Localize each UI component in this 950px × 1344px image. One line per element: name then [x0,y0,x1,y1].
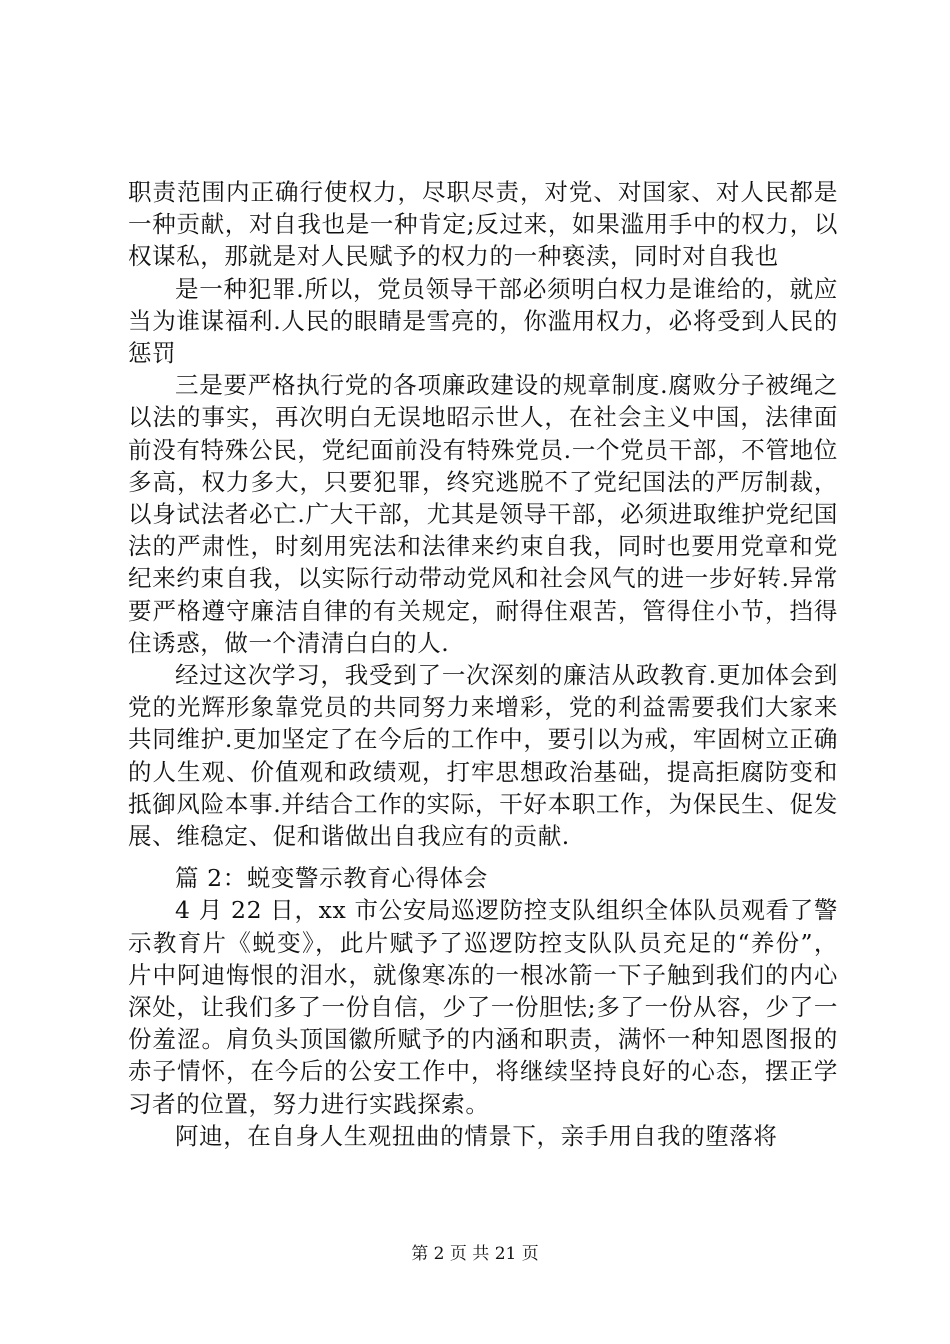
paragraph: 三是要严格执行党的各项廉政建设的规章制度.腐败分子被绳之以法的事实，再次明白无误地昭示世人，在社会主义中国，法律面前没有特殊公民，党纪面前没有特殊党员.一个党员干部，不管地位多高，权力多大，只要犯罪，终究逃脱不了党纪国法的严厉制裁，以身试法者必亡.广大干部，尤其是领导干部，必须进取维护党纪国法的严肃性，时刻用宪法和法律来约束自我，同时也要用党章和党纪来约束自我，以实际行动带动党风和社会风气的进一步好转.异常要严格遵守廉洁自律的有关规定，耐得住艰苦，管得住小节，挡得住诱惑，做一个清清白白的人. [128,371,839,657]
paragraph-continuation: 职责范围内正确行使权力，尽职尽责，对党、对国家、对人民都是一种贡献，对自我也是一种肯定;反过来，如果滥用手中的权力，以权谋私，那就是对人民赋予的权力的一种亵渎，同时对自我也 [128,178,838,271]
paragraph: 4 月 22 日，xx 市公安局巡逻防控支队组织全体队员观看了警示教育片《蜕变》，此片赋予了巡逻防控支队队员充足的“养份”，片中阿迪悔恨的泪水，就像寒冻的一根冰箭一下子触到我们的内心深处，让我们多了一份自信，少了一份胆怯;多了一份从容，少了一份羞涩。肩负头顶国徽所赋予的内涵和职责，满怀一种知恩图报的赤子情怀，在今后的公安工作中，将继续坚持良好的心态，摆正学习者的位置，努力进行实践探索。 [128,896,838,1118]
page-number-footer: 第 2 页 共 21 页 [411,1244,539,1264]
paragraph: 阿迪，在自身人生观扭曲的情景下，亲手用自我的堕落将 [175,1121,778,1150]
section-title: 篇 2：蜕变警示教育心得体会 [175,864,488,893]
document-body [128,176,838,1152]
paragraph: 是一种犯罪.所以，党员领导干部必须明白权力是谁给的，就应当为谁谋福利.人民的眼睛是雪亮的，你滥用权力，必将受到人民的惩罚 [128,274,838,368]
paragraph: 经过这次学习，我受到了一次深刻的廉洁从政教育.更加体会到党的光辉形象靠党员的共同努力来增彩，党的利益需要我们大家来共同维护.更加坚定了在今后的工作中，要引以为戒，牢固树立正确的人生观、价值观和政绩观，打牢思想政治基础，提高拒腐防变和抵御风险本事.并结合工作的实际，干好本职工作，为保民生、促发展、维稳定、促和谐做出自我应有的贡献. [128,661,838,851]
